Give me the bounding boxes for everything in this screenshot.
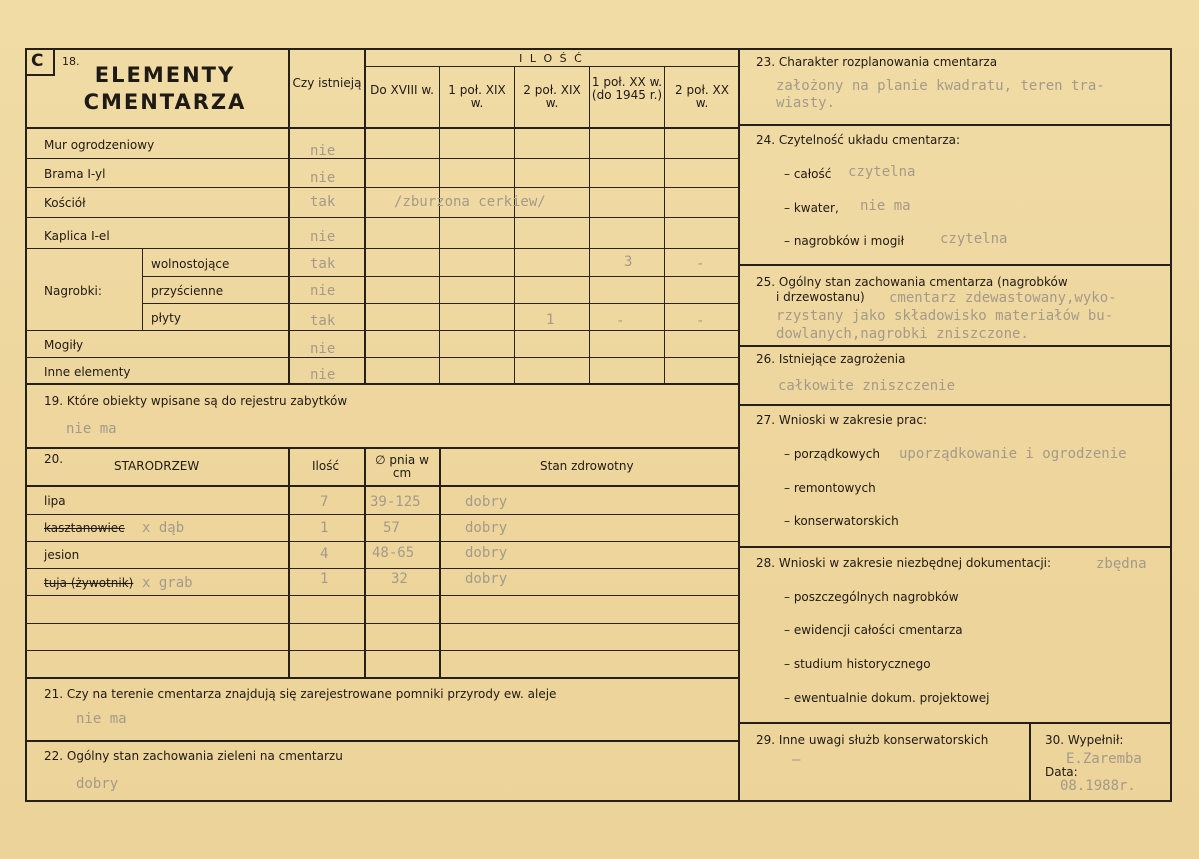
s18-v2	[364, 48, 366, 384]
section-25-label-2: i drzewostanu)	[776, 290, 865, 304]
period-header-5: 2 poł. XX w.	[675, 83, 729, 110]
s20-v1	[288, 447, 290, 678]
s20-row-line	[25, 568, 738, 569]
s18-row-line	[142, 276, 738, 277]
row-label-plyty: płyty	[151, 311, 181, 325]
tree-override: x dąb	[142, 520, 185, 536]
s18-row-line	[25, 357, 738, 358]
letter-box	[25, 48, 55, 76]
plyty-p2xix: 1	[546, 312, 555, 328]
tree-name: kasztanowiec	[44, 521, 125, 535]
tree-diam: 48-65	[372, 545, 415, 561]
section-23-value-1: założony na planie kwadratu, teren tra-	[776, 78, 1105, 94]
frame-top	[25, 48, 1172, 50]
filled-by-name: E.Zaremba	[1066, 751, 1142, 767]
s28-item: – studium historycznego	[784, 657, 931, 671]
section-19-value: nie ma	[66, 421, 117, 437]
period-header-4: 1 poł. XX w. (do 1945 r.)	[591, 75, 663, 102]
period-header-2: 1 poł. XIX w.	[448, 83, 506, 110]
s26-bottom	[738, 404, 1172, 406]
row-label-brama: Brama I-yl	[44, 167, 106, 181]
wolnostojace-p1xx: 3	[624, 254, 633, 270]
tree-qty: 1	[320, 520, 329, 536]
plyty-p2xx: -	[696, 313, 705, 329]
s24-item-value: czytelna	[940, 231, 1008, 247]
plyty-p1xx: -	[616, 313, 625, 329]
tree-qty: 4	[320, 546, 329, 562]
s20-row-line	[25, 595, 738, 596]
s25-bottom	[738, 345, 1172, 347]
s24-item-label: – całość	[784, 167, 832, 181]
s18-v3	[439, 66, 440, 384]
s23-bottom	[738, 124, 1172, 126]
s24-item-value: czytelna	[848, 164, 916, 180]
row-label-mur: Mur ogrodzeniowy	[44, 138, 155, 152]
date-label: Data:	[1045, 765, 1078, 779]
s24-item-label: – kwater,	[784, 201, 839, 215]
s28-item: – ewidencji całości cmentarza	[784, 623, 963, 637]
section-23-value-2: wiasty.	[776, 95, 836, 111]
section-20-title: STARODRZEW	[114, 459, 200, 473]
section-21-label: 21. Czy na terenie cmentarza znajdują się zarejestrowane pomniki przyrody ew. aleje	[44, 687, 557, 701]
col-health-header: Stan zdrowotny	[540, 459, 634, 473]
s19-bottom	[25, 447, 738, 449]
col-diam-header: ∅ pnia w cm	[375, 453, 429, 480]
period-header-3: 2 poł. XIX w.	[523, 83, 581, 110]
tree-diam: 39-125	[370, 494, 421, 510]
section-25-label-1: 25. Ogólny stan zachowania cmentarza (nagrobków	[756, 275, 1068, 289]
tree-health: dobry	[465, 545, 508, 561]
section-27-label: 27. Wnioski w zakresie prac:	[756, 413, 928, 427]
s18-nagrobki-v	[142, 248, 143, 330]
section-18-title-1: ELEMENTY	[94, 63, 236, 87]
tree-health: dobry	[465, 571, 508, 587]
s20-row-line	[25, 514, 738, 515]
row-label-mogily: Mogiły	[44, 338, 84, 352]
section-29-label: 29. Inne uwagi służb konserwatorskich	[756, 733, 989, 747]
tree-name: lipa	[44, 494, 66, 508]
section-21-value: nie ma	[76, 711, 127, 727]
frame-right	[1170, 48, 1172, 801]
section-24-label: 24. Czytelność układu cmentarza:	[756, 133, 961, 147]
row-label-przyscienne: przyścienne	[151, 284, 224, 298]
section-25-value-1: cmentarz zdewastowany,wyko-	[889, 290, 1117, 306]
s18-row-line	[142, 303, 738, 304]
s20-row-line	[25, 650, 738, 651]
s20-row-line	[25, 623, 738, 624]
exists-brama: nie	[310, 170, 336, 186]
col-qty-header: Ilość	[312, 459, 340, 473]
section-22-label: 22. Ogólny stan zachowania zieleni na cmentarzu	[44, 749, 343, 763]
s20-v2	[364, 447, 366, 678]
section-26-label: 26. Istniejące zagrożenia	[756, 352, 906, 366]
frame-left	[25, 48, 27, 801]
s18-v5	[589, 66, 590, 384]
section-20-number: 20.	[44, 452, 64, 466]
exists-mogily: nie	[310, 341, 336, 357]
section-28-value: zbędna	[1096, 556, 1147, 572]
col-exists-header: Czy istnieją	[292, 76, 362, 90]
s18-v6	[664, 66, 665, 384]
row-label-kosciol: Kościół	[44, 196, 86, 210]
exists-plyty: tak	[310, 313, 336, 329]
s20-bottom	[25, 677, 738, 679]
exists-kaplica: nie	[310, 229, 336, 245]
s18-v4	[514, 66, 515, 384]
exists-przyscienne: nie	[310, 283, 336, 299]
s21-bottom	[25, 740, 738, 742]
section-28-label: 28. Wnioski w zakresie niezbędnej dokumentacji:	[756, 556, 1052, 570]
row-label-kaplica: Kaplica I-el	[44, 229, 110, 243]
s18-v1	[288, 48, 290, 384]
section-18-number: 18.	[62, 55, 80, 68]
tree-override: x grab	[142, 575, 193, 591]
tree-diam: 57	[383, 520, 400, 536]
s18-row-line	[25, 158, 738, 159]
tree-health: dobry	[465, 520, 508, 536]
s28-item: – poszczególnych nagrobków	[784, 590, 959, 604]
section-26-value: całkowite zniszczenie	[778, 378, 956, 394]
s24-bottom	[738, 264, 1172, 266]
s29-s30-divider	[1029, 722, 1031, 801]
frame-bottom	[25, 800, 1172, 802]
date-value: 08.1988r.	[1060, 778, 1136, 794]
exists-wolnostojace: tak	[310, 256, 336, 272]
ilosc-line	[365, 66, 738, 67]
s27-item-label: – konserwatorskich	[784, 514, 899, 528]
tree-qty: 1	[320, 571, 329, 587]
section-29-value: –	[792, 752, 801, 768]
wolnostojace-p2xx: -	[696, 256, 705, 272]
s18-bottom	[25, 383, 738, 385]
s18-row-line	[25, 248, 738, 249]
s28-item: – ewentualnie dokum. projektowej	[784, 691, 990, 705]
s20-header-bottom	[25, 485, 738, 487]
s27-item-label: – porządkowych	[784, 447, 880, 461]
letter-box-text: C	[31, 51, 44, 71]
s18-row-line	[25, 217, 738, 218]
s27-bottom	[738, 546, 1172, 548]
church-note: /zburzona cerkiew/	[394, 194, 546, 210]
s24-item-label: – nagrobków i mogił	[784, 234, 905, 248]
row-label-nagrobki: Nagrobki:	[44, 284, 102, 298]
s24-item-value: nie ma	[860, 198, 911, 214]
s27-item-value: uporządkowanie i ogrodzenie	[899, 446, 1127, 462]
exists-inne: nie	[310, 367, 336, 383]
s28-bottom	[738, 722, 1172, 724]
row-label-inne: Inne elementy	[44, 365, 131, 379]
s18-row-line	[25, 330, 738, 331]
s20-row-line	[25, 541, 738, 542]
ilosc-header: I L O Ś Ć	[519, 52, 584, 65]
section-19-label: 19. Które obiekty wpisane są do rejestru zabytków	[44, 394, 348, 408]
tree-qty: 7	[320, 494, 329, 510]
section-23-label: 23. Charakter rozplanowania cmentarza	[756, 55, 998, 69]
period-header-1: Do XVIII w.	[370, 83, 434, 97]
exists-kosciol: tak	[310, 194, 336, 210]
section-22-value: dobry	[76, 776, 119, 792]
s27-item-label: – remontowych	[784, 481, 876, 495]
tree-diam: 32	[391, 571, 408, 587]
column-divider	[738, 48, 740, 801]
section-25-value-2: rzystany jako składowisko materiałów bu-	[776, 308, 1114, 324]
s20-v3	[439, 447, 441, 678]
s18-header-bottom	[25, 127, 738, 129]
s18-row-line	[25, 187, 738, 188]
section-30-label: 30. Wypełnił:	[1045, 733, 1124, 747]
tree-name: jesion	[44, 548, 80, 562]
section-25-value-3: dowlanych,nagrobki zniszczone.	[776, 326, 1029, 342]
section-18-title-2: CMENTARZA	[83, 90, 247, 114]
tree-health: dobry	[465, 494, 508, 510]
exists-mur: nie	[310, 143, 336, 159]
row-label-wolnostojace: wolnostojące	[151, 257, 230, 271]
tree-name: tuja (żywotnik)	[44, 576, 134, 590]
